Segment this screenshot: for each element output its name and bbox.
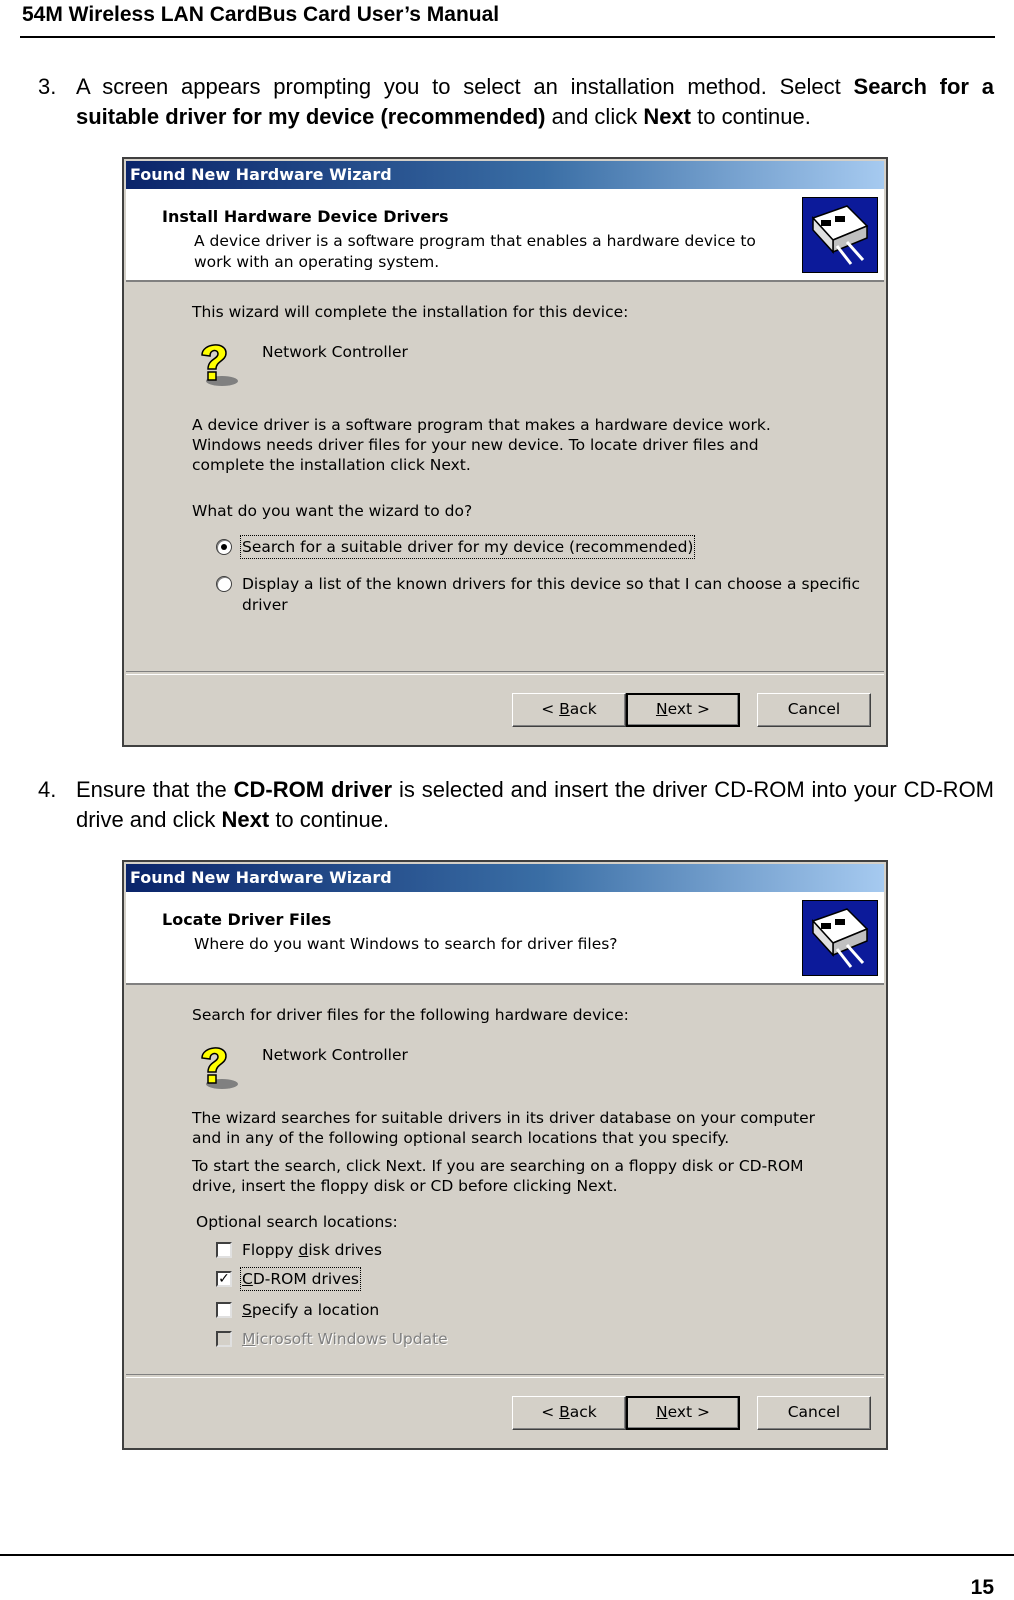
step-text-bold: Next (643, 104, 692, 129)
step-number: 4. (38, 777, 57, 802)
wizard-header (126, 892, 884, 985)
checkbox-label[interactable] (242, 1240, 382, 1260)
label-accel: S (242, 1301, 252, 1319)
window-titlebar[interactable]: Found New Hardware Wizard (126, 864, 884, 892)
device-name: Network Controller (262, 343, 408, 361)
question-device-icon (192, 337, 244, 389)
step-text-part: to continue. (269, 807, 390, 832)
manual-header-title: 54M Wireless LAN CardBus Card User’s Manual (22, 3, 500, 26)
wizard-window-locate (122, 860, 888, 1450)
step-text-part: is selected and insert the driver CD-ROM into your CD-ROM drive and click (76, 777, 995, 832)
label-accel: C (242, 1270, 253, 1288)
step-text-bold: CD-ROM driver (233, 777, 393, 802)
button-separator (126, 671, 884, 675)
label-text: isk drives (308, 1241, 382, 1259)
wizard-header-subtitle: A device driver is a software program that enables a hardware device to work with an operating system. (194, 232, 756, 271)
checkbox[interactable] (216, 1242, 232, 1258)
btn-text: ack (569, 1403, 597, 1421)
step-text-part: Ensure that the (76, 777, 234, 802)
label-accel: M (242, 1330, 256, 1348)
page-number: 15 (970, 1576, 994, 1599)
step-text (76, 72, 994, 132)
label-accel: d (298, 1241, 309, 1259)
step-text (76, 775, 994, 835)
radio-display-list[interactable] (216, 574, 861, 618)
window-titlebar[interactable]: Found New Hardware Wizard (126, 161, 884, 189)
btn-text: ext > (667, 700, 711, 718)
checkbox-specify-location[interactable] (216, 1300, 516, 1322)
hardware-card-icon (802, 197, 878, 273)
wizard-intro: Search for driver files for the following hardware device: (192, 1006, 629, 1024)
label-text: icrosoft Windows Update (255, 1330, 448, 1348)
btn-accel: N (655, 1403, 668, 1421)
cancel-button[interactable]: Cancel (757, 693, 871, 727)
step-text-part: to continue. (691, 104, 811, 129)
btn-text: < (541, 1403, 560, 1421)
wizard-description: A device driver is a software program that makes a hardware device work. Windows needs driver files for your new device. To locate driver files and complete the installation click Next. (192, 416, 771, 474)
label-text: Floppy (242, 1241, 299, 1259)
device-name: Network Controller (262, 1046, 408, 1064)
step-4 (38, 775, 994, 837)
wizard-header-title: Install Hardware Device Drivers (162, 207, 449, 226)
step-text-bold: Next (221, 807, 270, 832)
wizard-intro: This wizard will complete the installation for this device: (192, 303, 629, 321)
checkbox-label (242, 1329, 448, 1349)
next-button[interactable] (626, 1396, 740, 1430)
wizard-header-title: Locate Driver Files (162, 910, 332, 929)
btn-text: ext > (667, 1403, 711, 1421)
radio-button[interactable] (216, 576, 232, 592)
radio-label[interactable]: Search for a suitable driver for my device (recommended) (242, 538, 694, 556)
label-text: pecify a location (251, 1301, 380, 1319)
hardware-card-icon (802, 900, 878, 976)
checkbox-checked[interactable]: ✓ (216, 1271, 232, 1287)
checkbox-label[interactable] (242, 1300, 379, 1320)
step-3 (38, 72, 994, 134)
radio-label-line2[interactable]: driver (242, 596, 288, 614)
footer-rule (0, 1554, 1014, 1556)
btn-text: < (541, 700, 560, 718)
locations-label: Optional search locations: (196, 1213, 398, 1231)
checkbox-label[interactable] (242, 1269, 359, 1289)
wizard-header (126, 189, 884, 282)
button-separator (126, 1374, 884, 1378)
btn-text: ack (569, 700, 597, 718)
radio-label[interactable]: Display a list of the known drivers for this device so that I can choose a specific (242, 575, 861, 593)
radio-search-driver[interactable] (216, 537, 836, 559)
step-text-bold: Search for a suitable driver for my device (recommended) (76, 74, 994, 129)
question-device-icon (192, 1040, 244, 1092)
header-rule (20, 36, 995, 38)
cancel-button[interactable]: Cancel (757, 1396, 871, 1430)
step-text-part: A screen appears prompting you to select an installation method. Select (76, 74, 854, 99)
btn-accel: N (655, 700, 668, 718)
wizard-question: What do you want the wizard to do? (192, 502, 473, 520)
back-button[interactable] (512, 693, 626, 727)
checkbox[interactable] (216, 1302, 232, 1318)
step-number: 3. (38, 74, 57, 99)
radio-button[interactable] (216, 539, 232, 555)
next-button[interactable] (626, 693, 740, 727)
step-text-part: and click (545, 104, 644, 129)
wizard-window-install (122, 157, 888, 747)
checkbox-cdrom[interactable] (216, 1269, 516, 1291)
wizard-header-subtitle: Where do you want Windows to search for driver files? (194, 935, 618, 953)
checkbox-disabled (216, 1331, 232, 1347)
btn-accel: B (559, 1403, 570, 1421)
label-text: D-ROM drives (252, 1270, 359, 1288)
checkbox-floppy[interactable] (216, 1240, 516, 1262)
wizard-description-2: To start the search, click Next. If you are searching on a floppy disk or CD-ROM drive, insert the floppy disk or CD before clicking Next. (192, 1157, 804, 1195)
back-button[interactable] (512, 1396, 626, 1430)
wizard-description-1: The wizard searches for suitable drivers in its driver database on your computer and in any of the following optional search locations that you specify. (192, 1109, 816, 1147)
checkbox-windows-update (216, 1329, 516, 1351)
btn-accel: B (559, 700, 570, 718)
